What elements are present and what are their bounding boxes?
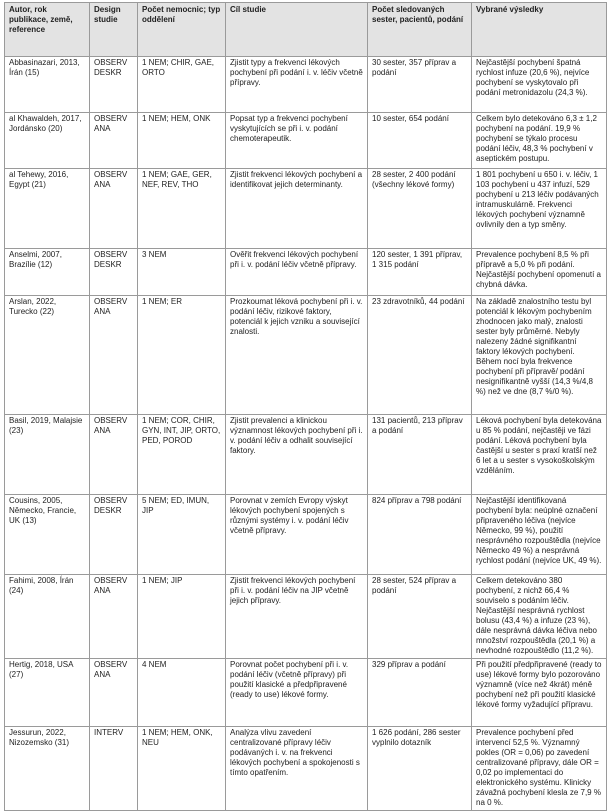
cell-sample: 28 sester, 2 400 podání (všechny lékové formy) xyxy=(368,169,472,249)
cell-author: Anselmi, 2007, Brazílie (12) xyxy=(5,249,90,296)
table-row xyxy=(5,249,607,296)
cell-sample: 28 sester, 524 příprav a podání xyxy=(368,575,472,659)
cell-results: Prevalence pochybení 8,5 % při přípravě a 5,0 % při podání. Nejčastější pochybení opomenutí a chybná dávka. xyxy=(472,249,607,296)
cell-sample: 10 sester, 654 podání xyxy=(368,113,472,169)
cell-hospitals: 1 NEM; CHIR, GAE, ORTO xyxy=(138,57,226,113)
cell-hospitals: 1 NEM; ER xyxy=(138,296,226,415)
header-hospitals: Počet nemocnic; typ oddělení xyxy=(138,3,226,57)
cell-author: Jessurun, 2022, Nizozemsko (31) xyxy=(5,727,90,811)
cell-author: Abbasinazari, 2013, Írán (15) xyxy=(5,57,90,113)
cell-results: Nejčastější pochybení špatná rychlost infuze (20,6 %), nejvíce pochybení se vyskytovalo při podání metronidazolu (24,3 %). xyxy=(472,57,607,113)
header-aim: Cíl studie xyxy=(226,3,368,57)
cell-sample: 120 sester, 1 391 příprav, 1 315 podání xyxy=(368,249,472,296)
cell-aim: Popsat typ a frekvenci pochybení vyskytujících se při i. v. podání chemoterapeutik. xyxy=(226,113,368,169)
cell-design: OBSERV ANA xyxy=(90,113,138,169)
table-row xyxy=(5,169,607,249)
cell-author: Hertig, 2018, USA (27) xyxy=(5,659,90,727)
cell-sample: 329 příprav a podání xyxy=(368,659,472,727)
cell-hospitals: 1 NEM; COR, CHIR, GYN, INT, JIP, ORTO, PED, POROD xyxy=(138,415,226,495)
cell-aim: Ověřit frekvenci lékových pochybení při i. v. podání léčiv včetně přípravy. xyxy=(226,249,368,296)
cell-hospitals: 1 NEM; JIP xyxy=(138,575,226,659)
cell-sample: 131 pacientů, 213 příprav a podání xyxy=(368,415,472,495)
cell-author: Cousins, 2005, Německo, Francie, UK (13) xyxy=(5,495,90,575)
table-row xyxy=(5,727,607,811)
cell-aim: Analýza vlivu zavedení centralizované přípravy léčiv podávaných i. v. na frekvenci lékových pochybení a spokojenosti s tímto opatřením. xyxy=(226,727,368,811)
cell-design: OBSERV ANA xyxy=(90,575,138,659)
table-header-row xyxy=(5,3,607,57)
header-sample: Počet sledovaných sester, pacientů, podání xyxy=(368,3,472,57)
cell-author: al Khawaldeh, 2017, Jordánsko (20) xyxy=(5,113,90,169)
cell-results: Prevalence pochybení před intervencí 52,5 %. Významný pokles (OR = 0,06) po zavedení centralizované přípravy, dále OR = 0,02 po implementaci do elektronického systému. Klinicky závažná pochybení klesla ze 7,9 % na 0 %. xyxy=(472,727,607,811)
table-row xyxy=(5,659,607,727)
cell-results: Celkem detekováno 380 pochybení, z nichž 66,4 % souviselo s podáním léčiv. Nejčastější nesprávná rychlost bolusu (43,4 %) a infuze (23 %), dále nesprávná dávka léčiva nebo množství rozpouštědla (20,1 %) a nevhodné rozpouštědlo (11,2 %). xyxy=(472,575,607,659)
cell-sample: 23 zdravotníků, 44 podání xyxy=(368,296,472,415)
cell-aim: Zjistit frekvenci lékových pochybení a identifikovat jejich determinanty. xyxy=(226,169,368,249)
table-row xyxy=(5,57,607,113)
cell-hospitals: 1 NEM; HEM, ONK xyxy=(138,113,226,169)
cell-results: Celkem bylo detekováno 6,3 ± 1,2 pochybení na podání. 19,9 % pochybení se týkalo procesu podání léčiv, 48,3 % pochybení v aseptickém postupu. xyxy=(472,113,607,169)
header-design: Design studie xyxy=(90,3,138,57)
cell-sample: 30 sester, 357 příprav a podání xyxy=(368,57,472,113)
cell-sample: 824 příprav a 798 podání xyxy=(368,495,472,575)
cell-hospitals: 1 NEM; GAE, GER, NEF, REV, THO xyxy=(138,169,226,249)
cell-results: Léková pochybení byla detekována u 85 % podání, nejčastěji ve fázi podání. Léková pochybení byla častější u sester s praxí kratší než 6 let a u sester s vysokoškolským vzděláním. xyxy=(472,415,607,495)
cell-design: INTERV xyxy=(90,727,138,811)
cell-design: OBSERV ANA xyxy=(90,415,138,495)
cell-results: Na základě znalostního testu byl potenciál k lékovým pochybením zhodnocen jako malý, znalosti sester byly průměrné. Nebyly nalezeny žádné signifikantní faktory lékových pochybení. Během nocí byla frekvence pochybení při přípravě/ podání nesignifikantně vyšší (14,3 %/4,8 %) než ve dne (8,7 %/0 %). xyxy=(472,296,607,415)
cell-aim: Zjistit prevalenci a klinickou významnost lékových pochybení při i. v. podání léčiv a odhalit související faktory. xyxy=(226,415,368,495)
studies-table xyxy=(4,2,607,811)
cell-aim: Zjistit typy a frekvenci lékových pochybení při podání i. v. léčiv včetně přípravy. xyxy=(226,57,368,113)
cell-hospitals: 3 NEM xyxy=(138,249,226,296)
table-row xyxy=(5,113,607,169)
cell-aim: Porovnat v zemích Evropy výskyt lékových pochybení spojených s různými systémy i. v. podání léčiv včetně přípravy. xyxy=(226,495,368,575)
cell-design: OBSERV ANA xyxy=(90,659,138,727)
cell-results: Při použití předpřipravené (ready to use) lékové formy bylo pozorováno významně (více než 4krát) méně pochybení než při použití klasické lékové formy vyžadující přípravu. xyxy=(472,659,607,727)
table-row xyxy=(5,415,607,495)
table-row xyxy=(5,575,607,659)
cell-aim: Prozkoumat léková pochybení při i. v. podání léčiv, rizikové faktory, potenciál k jejich vzniku a související znalosti. xyxy=(226,296,368,415)
cell-design: OBSERV DESKR xyxy=(90,249,138,296)
cell-hospitals: 4 NEM xyxy=(138,659,226,727)
cell-design: OBSERV DESKR xyxy=(90,57,138,113)
cell-hospitals: 1 NEM; HEM, ONK, NEU xyxy=(138,727,226,811)
cell-design: OBSERV ANA xyxy=(90,169,138,249)
cell-aim: Porovnat počet pochybení při i. v. podání léčiv (včetně přípravy) při použití klasické a předpřipravené (ready to use) lékové formy. xyxy=(226,659,368,727)
cell-design: OBSERV DESKR xyxy=(90,495,138,575)
cell-author: Arslan, 2022, Turecko (22) xyxy=(5,296,90,415)
cell-aim: Zjistit frekvenci lékových pochybení při i. v. podání léčiv na JIP včetně jejich přípravy. xyxy=(226,575,368,659)
cell-design: OBSERV ANA xyxy=(90,296,138,415)
cell-author: Basil, 2019, Malajsie (23) xyxy=(5,415,90,495)
cell-results: Nejčastější identifikovaná pochybení byla: neúplné označení připraveného léčiva (nejvíce Německo, 99 %), použití nesprávného rozpouštědla (nejvíce Německo 49 %) a nesprávná rychlost podání (nejvíce UK, 49 %). xyxy=(472,495,607,575)
cell-sample: 1 626 podání, 286 sester vyplnilo dotazník xyxy=(368,727,472,811)
cell-hospitals: 5 NEM; ED, IMUN, JIP xyxy=(138,495,226,575)
header-author: Autor, rok publikace, země, reference xyxy=(5,3,90,57)
cell-results: 1 801 pochybení u 650 i. v. léčiv, 1 103 pochybení u 437 infuzí, 529 pochybení u 213 léčiv podávaných intramuskulárně. Frekvenci lékových pochybení významně ovlivnily den a typ směny. xyxy=(472,169,607,249)
cell-author: al Tehewy, 2016, Egypt (21) xyxy=(5,169,90,249)
table-row xyxy=(5,296,607,415)
table-row xyxy=(5,495,607,575)
cell-author: Fahimi, 2008, Írán (24) xyxy=(5,575,90,659)
header-results: Vybrané výsledky xyxy=(472,3,607,57)
